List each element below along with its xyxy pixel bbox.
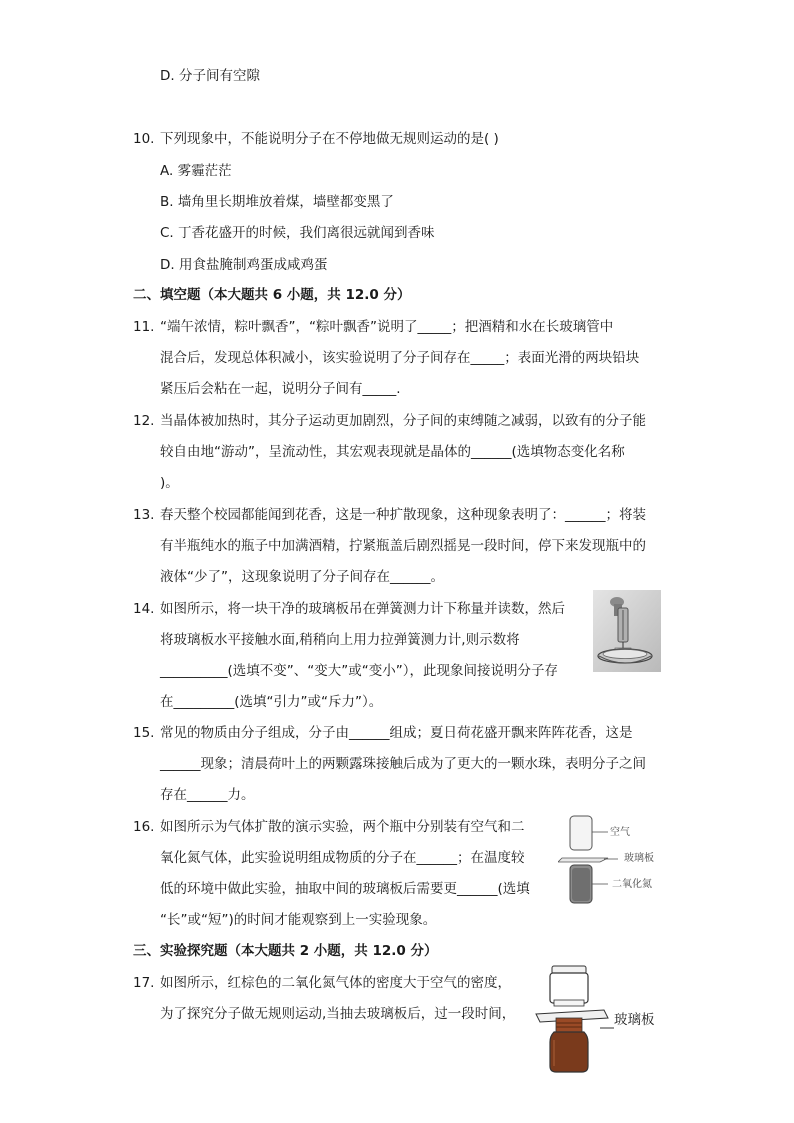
q13-number: 13. [133, 507, 155, 523]
q10-option-d: D. 用食盐腌制鸡蛋成咸鸡蛋 [160, 257, 328, 273]
q16-line-3: 低的环境中做此实验，抽取中间的玻璃板后需要更______(选填 [160, 881, 530, 897]
q17-line-2: 为了探究分子做无规则运动,当抽去玻璃板后，过一段时间， [160, 1006, 516, 1022]
q15-line-1: 常见的物质由分子组成，分子由______组成；夏日荷花盛开飘来阵阵花香，这是 [160, 725, 633, 741]
q10-option-c: C. 丁香花盛开的时候，我们离很远就闻到香味 [160, 225, 435, 241]
q12-line-3: )。 [160, 475, 179, 491]
q10-option-a: A. 雾霾茫茫 [160, 163, 232, 179]
q16-number: 16. [133, 819, 155, 835]
q15-number: 15. [133, 725, 155, 741]
q12-line-1: 当晶体被加热时，其分子运动更加剧烈，分子间的束缚随之减弱，以致有的分子能 [160, 413, 646, 429]
q14-line-4: 在_________(选填“引力”或“斥力”）。 [160, 694, 383, 710]
q17-line-1: 如图所示，红棕色的二氧化氮气体的密度大于空气的密度， [160, 975, 511, 991]
q10-number: 10. [133, 131, 155, 147]
q17-label-pointer [600, 1018, 614, 1022]
q12-number: 12. [133, 413, 155, 429]
q10-option-b: B. 墙角里长期堆放着煤，墙壁都变黑了 [160, 194, 394, 210]
q17-number: 17. [133, 975, 155, 991]
q11-number: 11. [133, 319, 155, 335]
q13-line-3: 液体“少了”，这现象说明了分子间存在______。 [160, 569, 444, 585]
q16-label-nitrogen-dioxide: 二氧化氮 [612, 879, 652, 890]
q9-option-d: D. 分子间有空隙 [160, 68, 260, 84]
q16-line-2: 氧化氮气体，此实验说明组成物质的分子在______；在温度较 [160, 850, 525, 866]
q17-label-glass-plate: 玻璃板 [614, 1012, 655, 1028]
q12-line-2: 较自由地“游动”，呈流动性，其宏观表现就是晶体的______(选填物态变化名称 [160, 444, 625, 460]
q11-line-1: “端午浓情，粽叶飘香”，“粽叶飘香”说明了_____；把酒精和水在长玻璃管中 [160, 319, 614, 335]
q10-stem: 下列现象中，不能说明分子在不停地做无规则运动的是( ) [160, 131, 499, 147]
q16-line-1: 如图所示为气体扩散的演示实验，两个瓶中分别装有空气和二 [160, 819, 525, 835]
q16-line-4: “长”或“短”)的时间才能观察到上一实验现象。 [160, 912, 437, 928]
q15-line-3: 存在______力。 [160, 787, 255, 803]
q14-number: 14. [133, 601, 155, 617]
q15-line-2: ______现象；清晨荷叶上的两颗露珠接触后成为了更大的一颗水珠，表明分子之间 [160, 756, 646, 772]
q11-line-2: 混合后，发现总体积减小，该实验说明了分子间存在_____；表面光滑的两块铅块 [160, 350, 640, 366]
q13-line-2: 有半瓶纯水的瓶子中加满酒精，拧紧瓶盖后剧烈摇晃一段时间，停下来发现瓶中的 [160, 538, 646, 554]
q13-line-1: 春天整个校园都能闻到花香，这是一种扩散现象，这种现象表明了：______；将装 [160, 507, 646, 523]
q16-label-air: 空气 [610, 827, 630, 838]
q14-line-2: 将玻璃板水平接触水面,稍稍向上用力拉弹簧测力计,则示数将 [160, 632, 520, 648]
q11-line-3: 紧压后会粘在一起，说明分子间有_____. [160, 381, 401, 397]
q14-figure-photo [593, 590, 661, 672]
q16-label-glass-plate: 玻璃板 [624, 853, 654, 864]
section-2-title: 二、填空题（本大题共 6 小题，共 12.0 分） [133, 287, 411, 303]
section-3-title: 三、实验探究题（本大题共 2 小题，共 12.0 分） [133, 943, 438, 959]
q14-line-1: 如图所示，将一块干净的玻璃板吊在弹簧测力计下称量并读数，然后 [160, 601, 565, 617]
q14-line-3: __________(选填不变”、“变大”或“变小”），此现象间接说明分子存 [160, 663, 558, 679]
